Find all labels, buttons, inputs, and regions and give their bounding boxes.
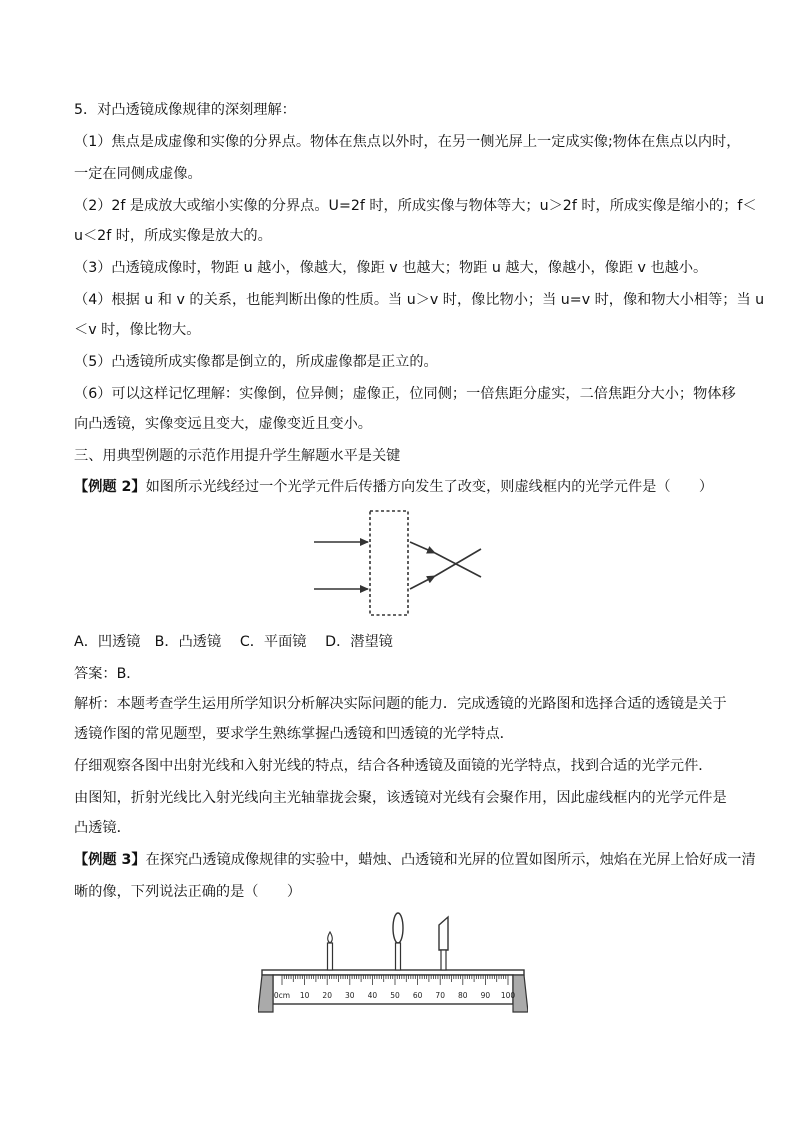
analysis-line-2: 透镜作图的常见题型，要求学生熟练掌握凸透镜和凹透镜的光学特点． [74, 726, 514, 742]
ruler-label: 70 [435, 991, 445, 1000]
paragraph-3: （3）凸透镜成像时，物距 u 越小，像越大，像距 v 也越大；物距 u 越大，像越小，像距 v 也越小。 [74, 260, 708, 276]
paragraph-4-line-2: ＜v 时，像比物大。 [74, 322, 201, 338]
ruler-label: 100 [500, 991, 516, 1000]
paragraph-1-line-2: 一定在同侧成虚像。 [74, 166, 202, 182]
analysis-line-5: 凸透镜． [74, 820, 131, 836]
ruler-label: 80 [458, 991, 468, 1000]
paragraph-6-line-2: 向凸透镜，实像变远且变大，虚像变近且变小。 [74, 416, 372, 432]
example3-question-line-1 [74, 850, 756, 870]
refracted-ray-bottom [410, 576, 435, 589]
paragraph-2-line-2: u＜2f 时，所成实像是放大的。 [74, 228, 272, 244]
ruler [258, 970, 528, 1012]
section3-heading: 三、用典型例题的示范作用提升学生解题水平是关键 [74, 448, 401, 464]
example2-answer: 答案：B． [74, 666, 141, 682]
ruler-label: 50 [390, 991, 400, 1000]
left-ruler-stand [258, 975, 273, 1012]
light-screen [439, 917, 448, 970]
optical-bench-diagram [258, 912, 528, 1018]
paragraph-5: （5）凸透镜所成实像都是倒立的，所成虚像都是正立的。 [74, 354, 438, 370]
refracted-ray-top [410, 542, 435, 553]
example3-tag: 【例题 3】 [74, 852, 146, 868]
analysis-line-1: 解析：本题考查学生运用所学知识分析解决实际问题的能力．完成透镜的光路图和选择合适的透镜是关于 [74, 696, 727, 712]
analysis-line-4: 由图知，折射光线比入射光线向主光轴靠拢会聚，该透镜对光线有会聚作用，因此虚线框内的光学元件是 [74, 790, 727, 806]
example3-question-text: 在探究凸透镜成像规律的实验中，蜡烛、凸透镜和光屏的位置如图所示，烛焰在光屏上恰好成一清 [145, 852, 756, 868]
ruler-label: 90 [480, 991, 491, 1000]
paragraph-4-line-1: （4）根据 u 和 v 的关系，也能判断出像的性质。当 u＞v 时，像比物小；当 u=v 时，像和物大小相等；当 u [74, 292, 765, 308]
ruler-label: 20 [322, 991, 332, 1000]
analysis-line-3: 仔细观察各图中出射光线和入射光线的特点，结合各种透镜及面镜的光学特点，找到合适的光学元件． [74, 758, 713, 774]
example2-question-text: 如图所示光线经过一个光学元件后传播方向发生了改变，则虚线框内的光学元件是（ ） [145, 479, 714, 495]
ruler-label: 10 [299, 991, 310, 1000]
example2-tag: 【例题 2】 [74, 479, 146, 495]
convex-lens [393, 913, 403, 970]
refracted-ray-top-continuation [435, 553, 481, 577]
example2-options: A．凹透镜 B．凸透镜 C．平面镜 D．潜望镜 [74, 634, 393, 650]
ruler-label: 40 [367, 991, 378, 1000]
ruler-label: 60 [412, 991, 423, 1000]
ruler-label: 0cm [273, 991, 291, 1000]
refracted-ray-bottom-continuation [435, 549, 481, 576]
example3-question-line-2: 晰的像，下列说法正确的是（ ） [74, 884, 302, 900]
section5-heading: 5．对凸透镜成像规律的深刻理解： [74, 102, 296, 118]
ruler-label: 30 [345, 991, 355, 1000]
dashed-box [370, 511, 408, 615]
example2-question [74, 477, 713, 497]
optical-element-diagram [310, 507, 485, 619]
candle [328, 932, 333, 970]
right-ruler-stand [513, 975, 528, 1012]
paragraph-2-line-1: （2）2f 是成放大或缩小实像的分界点。U=2f 时，所成实像与物体等大；u＞2f 时，所成实像是缩小的；f＜ [74, 198, 757, 214]
paragraph-1-line-1: （1）焦点是成虚像和实像的分界点。物体在焦点以外时，在另一侧光屏上一定成实像;物体在焦点以内时， [74, 134, 741, 150]
paragraph-6-line-1: （6）可以这样记忆理解：实像倒，位异侧；虚像正，位同侧；一倍焦距分虚实，二倍焦距分大小；物体移 [74, 386, 736, 402]
